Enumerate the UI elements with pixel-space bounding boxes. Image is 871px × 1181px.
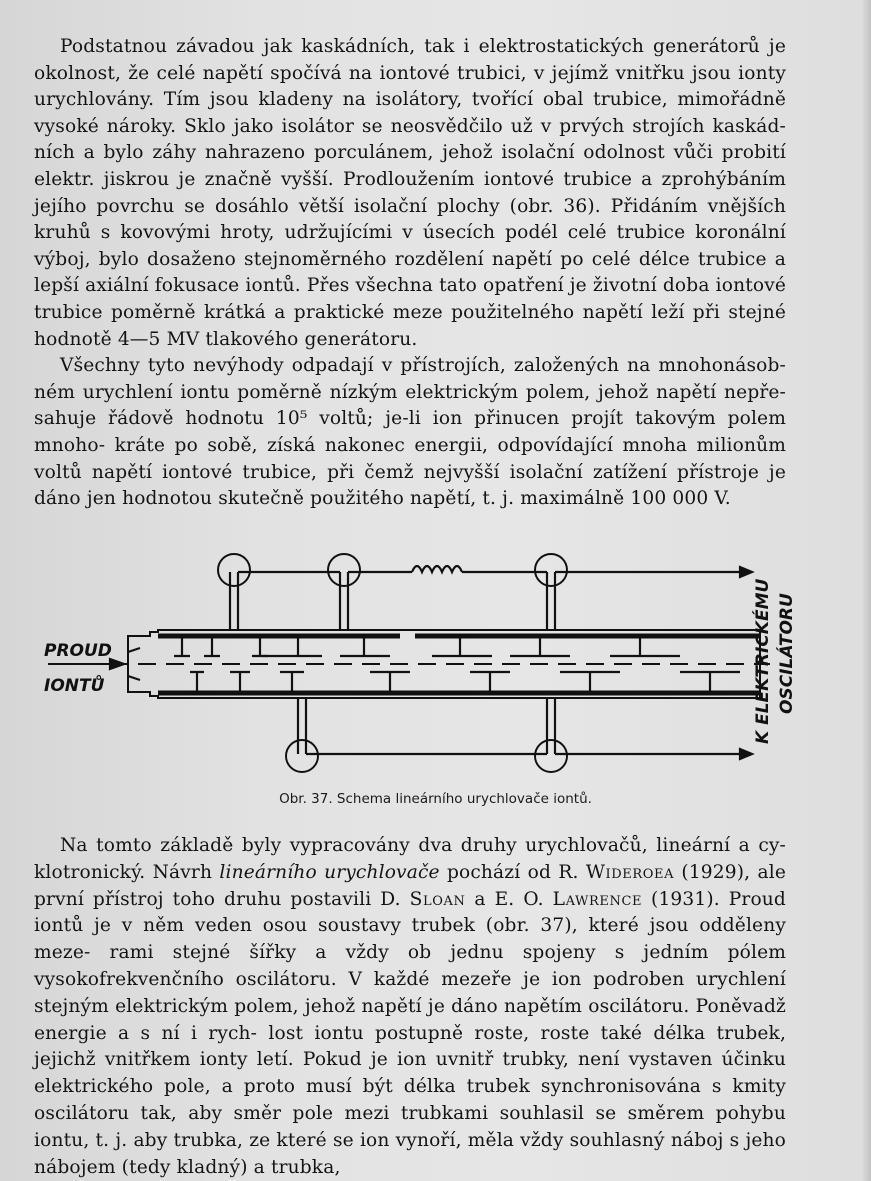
top-text-block: [34, 34, 786, 513]
page-edge-shadow: [861, 0, 871, 1181]
text-line: první přístroj toho druhu postavili D. Sloan a E. O. Lawrence (1931). Proud: [34, 888, 786, 910]
text-line: mezi trubkami souhlasil se směrem pohybu iontu, t. j. aby trubka, ze které se: [34, 1102, 786, 1151]
paragraph-2: [34, 353, 786, 513]
figure-caption: Obr. 37. Schema lineárního urychlovače iontů.: [279, 791, 592, 807]
text-line: okolnost, že celé napětí spočívá na iontové trubici, v jejímž vnitřku jsou ionty: [34, 62, 786, 84]
figure-label-iontu: IONTŮ: [44, 676, 105, 696]
figure-label-k-elektrickemu: K ELEKTRICKÉMU: [753, 578, 773, 744]
text-line: napětí iontové trubice, při čemž nejvyšší isolační zatížení přístroje je dáno jen: [34, 461, 787, 510]
text-line: stejné hodnotě 4—5 MV tlakového generátoru.: [34, 301, 786, 350]
paragraph-1: [34, 34, 786, 353]
text-line: sahuje řádově hodnotu 10⁵ voltů; je-li ion přinucen projít takovým polem mnoho-: [34, 408, 786, 456]
text-line: rami stejné šířky a vždy ob jednu spojeny s jedním pólem vysokofrekvenčního: [34, 942, 786, 990]
bottom-text-block: [34, 833, 786, 1181]
text-line: lost iontu postupně roste, roste také délka trubek, jejichž vnitřkem ionty letí.: [34, 1022, 787, 1071]
text-line: ion vynoří, měla vždy souhlasný náboj s jeho nábojem (tedy kladný) a trubka,: [34, 1129, 787, 1178]
text-line: ném urychlení iontu poměrně nízkým elektrickým polem, jehož napětí nepře-: [34, 381, 786, 403]
text-line: elektr. jiskrou je značně vyšší. Prodloužením iontové trubice a zprohýbáním: [34, 168, 786, 190]
text-line: iontů je v něm veden osou soustavy trubek (obr. 37), které jsou odděleny meze-: [34, 915, 786, 964]
text-line: klotronický. Návrh lineárního urychlovače pochází od R. Wideroea (1929), ale: [34, 861, 786, 883]
text-line: Všechny tyto nevýhody odpadají v přístrojích, založených na mnohonásob-: [60, 355, 786, 377]
figure-label-proud: PROUD: [44, 641, 112, 661]
paragraph-3: [34, 833, 786, 1181]
text-line: Pokud je ion uvnitř trubky, není vystaven účinku elektrického pole, a proto: [34, 1049, 787, 1098]
text-line: Podstatnou závadou jak kaskádních, tak i elektrostatických generátorů je: [60, 36, 786, 57]
text-line: polem, jehož napětí je dáno napětím oscilátoru. Poněvadž energie a s ní i rych-: [34, 995, 787, 1044]
text-line: oscilátoru. V každé mezeře je ion podroben urychlení stejným elektrickým: [34, 968, 787, 1017]
text-line: výboj, bylo dosaženo stejnoměrného rozdělení napětí po celé délce trubice: [34, 248, 767, 270]
accelerator-schematic: [40, 544, 800, 784]
text-line: a lepší axiální fokusace iontů. Přes všechna tato opatření je životní doba: [34, 248, 787, 297]
text-line: kruhů s kovovými hroty, udržujícími v úsecích podél celé trubice koronální: [34, 222, 786, 244]
text-line: hodnotou skutečně použitého napětí, t. j. maximálně 100 000 V.: [122, 488, 731, 510]
text-line: iontové trubice poměrně krátká a praktické meze použitelného napětí leží při: [34, 275, 787, 323]
text-line: jejího povrchu se dosáhlo větší isolační plochy (obr. 36). Přidáním vnějších: [34, 195, 786, 217]
text-line: ních a bylo záhy nahrazeno porculánem, jehož isolační odolnost vůči probití: [34, 142, 786, 164]
text-line: urychlovány. Tím jsou kladeny na isolátory, tvořící obal trubice, mimořádně: [34, 89, 786, 111]
text-line: musí být délka trubek synchronisována s kmity oscilátoru tak, aby směr pole: [34, 1076, 786, 1124]
text-line: vysoké nároky. Sklo jako isolátor se neosvědčilo už v prvých strojích kaskád-: [34, 115, 786, 137]
figure-linear-accelerator: [40, 544, 800, 784]
figure-label-oscilatoru: OSCILÁTORU: [777, 593, 797, 714]
text-line: kráte po sobě, získá nakonec energii, odpovídající mnoha milionům voltů: [34, 434, 787, 483]
text-line: Na tomto základě byly vypracovány dva druhy urychlovačů, lineární a cy-: [60, 835, 786, 856]
